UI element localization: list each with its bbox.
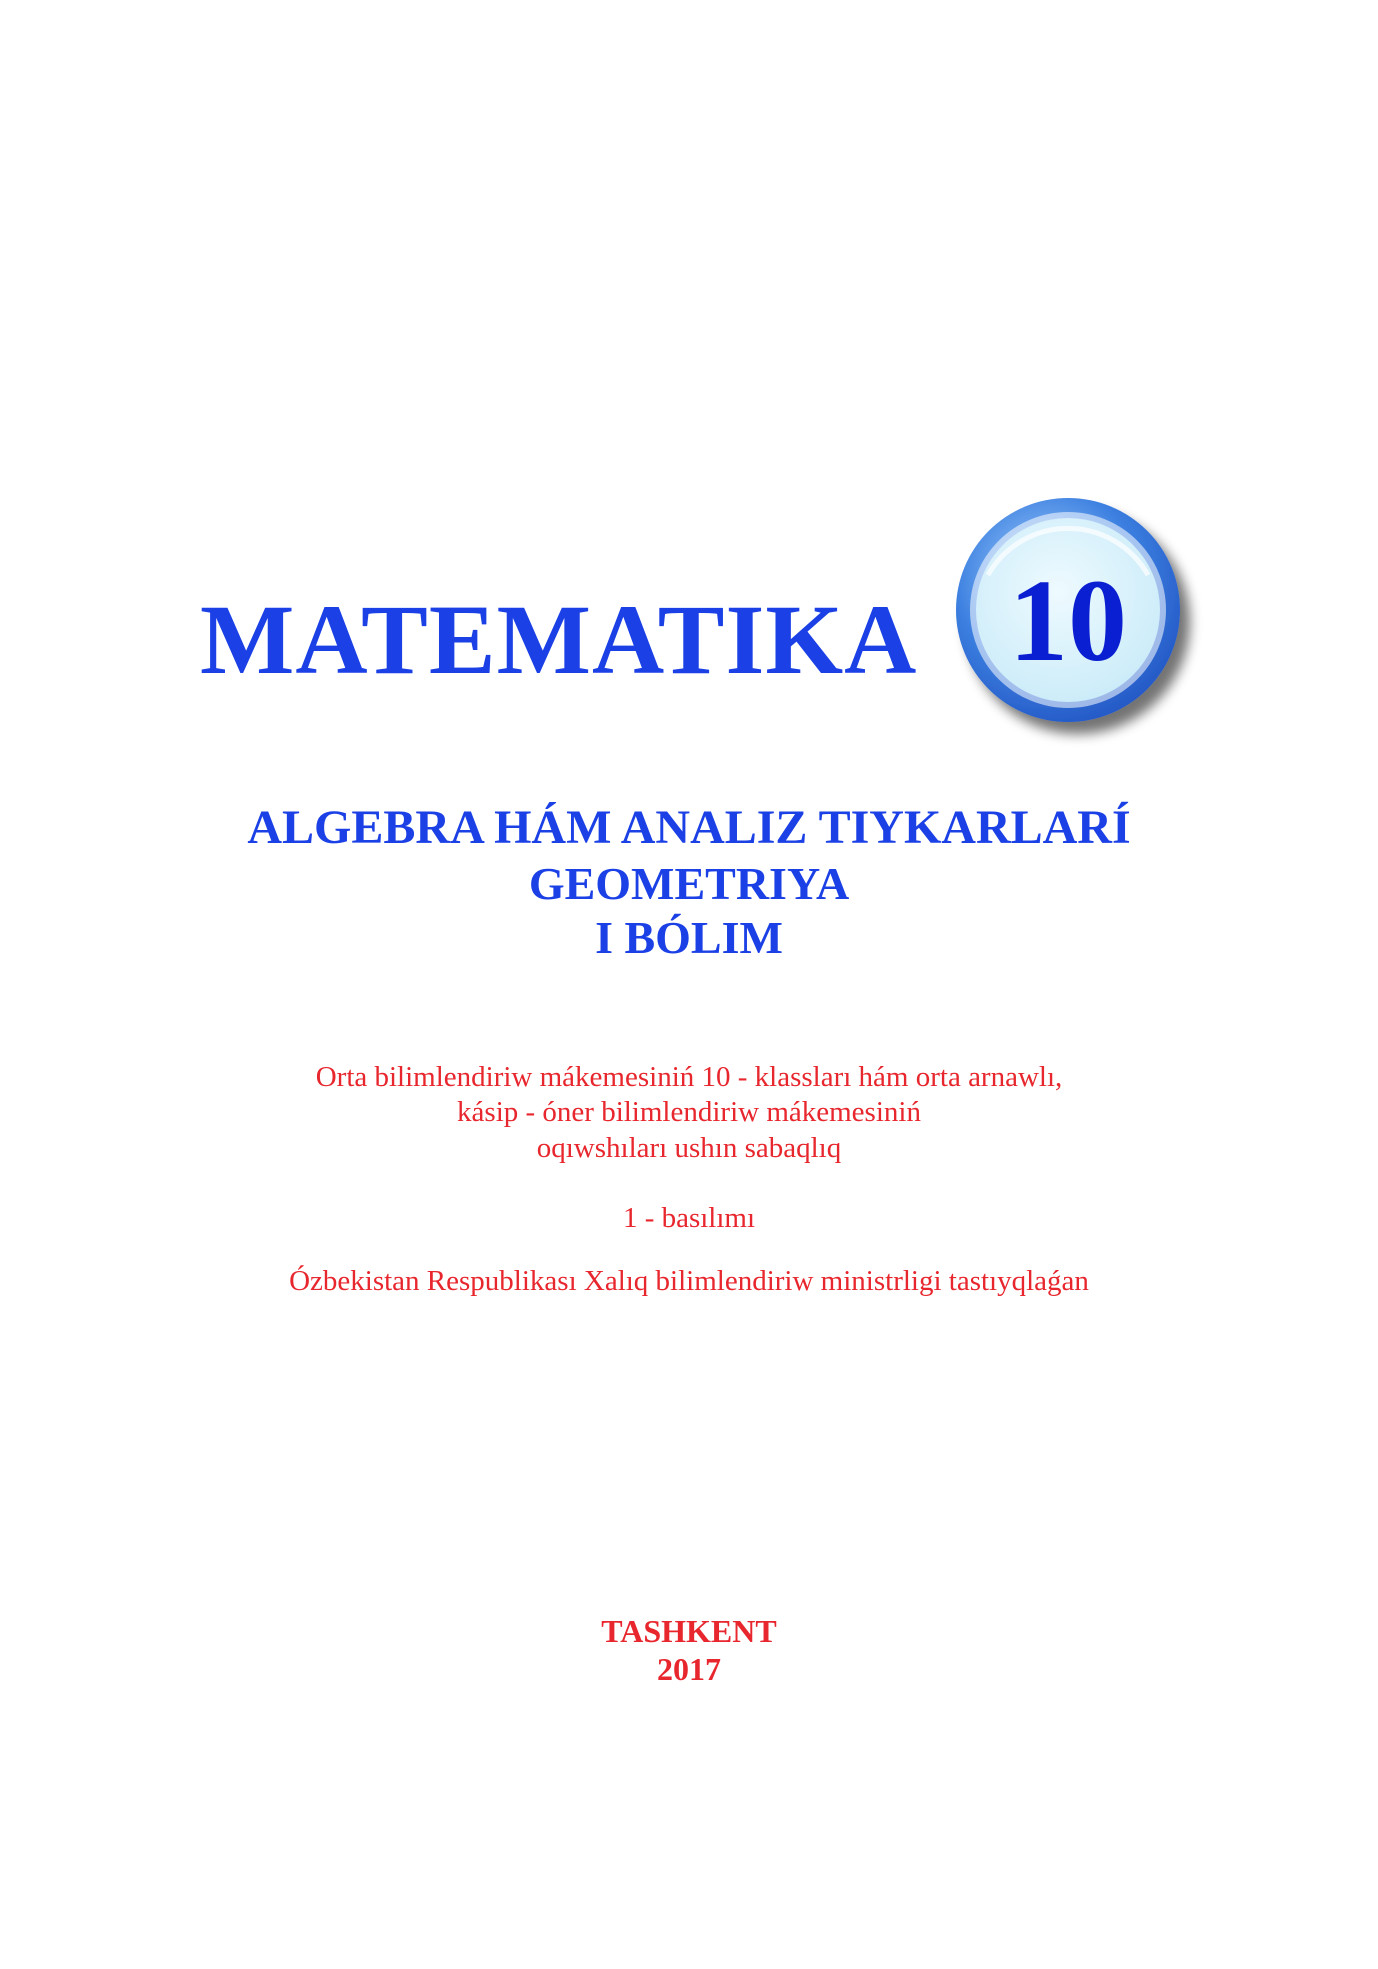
- subtitle-algebra: ALGEBRA HÁM ANALIZ TIYKARLARÍ: [247, 801, 1131, 854]
- subtitle-part: I BÓLIM: [595, 911, 783, 963]
- description-line-3: oqıwshıları ushın sabaqlıq: [536, 1131, 842, 1164]
- publication-year: 2017: [657, 1651, 721, 1688]
- subtitle-geometry: GEOMETRIYA: [528, 857, 850, 909]
- description-block: [0, 1060, 1378, 1166]
- subtitle-block: [0, 800, 1378, 965]
- grade-badge: [948, 490, 1218, 760]
- title-row: [0, 480, 1378, 780]
- publication-city: TASHKENT: [601, 1613, 777, 1649]
- book-title: MATEMATIKA: [200, 584, 918, 695]
- description-line-1: Orta bilimlendiriw mákemesiniń 10 - klassları hám orta arnawlı,: [315, 1061, 1063, 1093]
- grade-number: 10: [1009, 555, 1127, 686]
- description-line-2: kásip - óner bilimlendiriw mákemesiniń: [457, 1096, 921, 1129]
- approval-text: Ózbekistan Respublikası Xalıq bilimlendiriw ministrligi tastıyqlaǵan: [289, 1265, 1089, 1297]
- edition-text: 1 - basılımı: [622, 1202, 756, 1234]
- imprint-block: [0, 1612, 1378, 1689]
